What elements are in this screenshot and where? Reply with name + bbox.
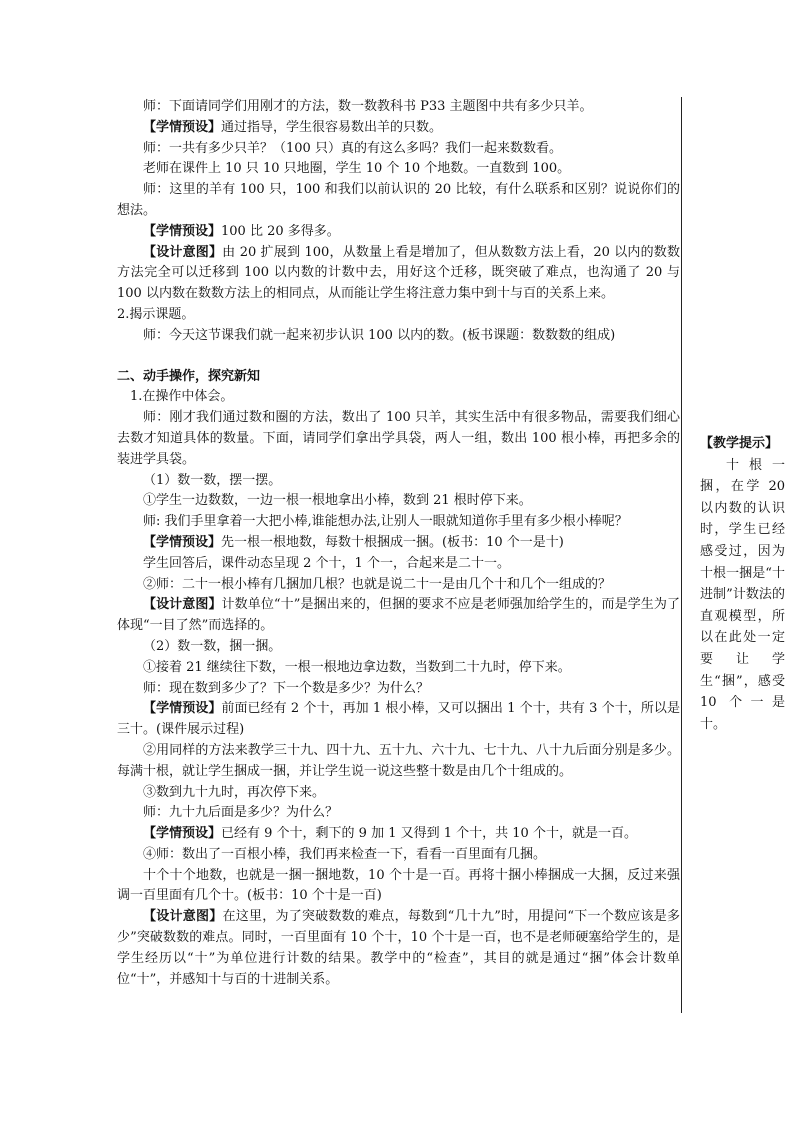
paragraph: ④师：数出了一百根小棒，我们再来检查一下，看看一百里面有几捆。	[143, 846, 547, 862]
paragraph: ②用同样的方法来教学三十九、四十九、五十九、六十九、七十九、八十九后面分别是多少。每满十根，就让学生捆成一捆，并让学生说一说这些整十数是由几个十组成的。	[117, 742, 680, 779]
tag-label: 【设计意图】	[143, 909, 223, 925]
paragraph: 师：今天这节课我们就一起来初步认识 100 以内的数。(板书课题：数数数的组成)	[143, 327, 616, 343]
tag-label: 【学情预设】	[143, 826, 222, 842]
paragraph	[117, 907, 680, 990]
tag-label: 【学情预设】	[143, 534, 222, 550]
main-content	[117, 97, 680, 990]
paragraph: 老师在课件上 10 只 10 只地圈，学生 10 个 10 个地数。一直数到 100。	[143, 161, 571, 177]
paragraph	[117, 595, 680, 637]
paragraph	[117, 699, 680, 741]
paragraph	[117, 243, 680, 305]
paragraph-text: 已经有 9 个十，剩下的 9 加 1 又得到 1 个十，共 10 个十，就是一百。	[221, 826, 637, 842]
sidebar-title: 【教学提示】	[700, 436, 779, 451]
paragraph: ①接着 21 继续往下数，一根一根地边拿边数，当数到二十九时，停下来。	[143, 659, 571, 675]
paragraph: 师：下面请同学们用刚才的方法，数一数教科书 P33 主题图中共有多少只羊。	[143, 99, 593, 114]
paragraph: （1）数一数，摆一摆。	[143, 472, 282, 488]
paragraph: 师: 我们手里拿着一大把小棒,谁能想办法,让别人一眼就知道你手里有多少根小棒呢？	[143, 514, 628, 530]
paragraph: 2.揭示课题。	[117, 306, 195, 322]
paragraph-text: 在这里，为了突破数数的难点，每数到“几十九”时，用提问“下一个数应该是多少”突破数数的难点。同时，一百里面有 10 个十，10 个十是一百，也不是老师硬塞给学生的，是学生经历以“十”为单位进行计数的结果。教学中的“检查”，其目的就是通过“捆”体会计数单位“十”，并感知十与百的十进制关系。	[117, 909, 680, 987]
tag-label: 【设计意图】	[143, 597, 222, 613]
paragraph: 十个十个地数，也就是一捆一捆地数，10 个十是一百。再将十捆小棒捆成一大捆，反过来强调一百里面有几个十。(板书：10 个十是一百)	[117, 867, 680, 904]
paragraph-text: 由 20 扩展到 100，从数量上看是增加了，但从数数方法上看，20 以内的数数方法完全可以迁移到 100 以内数的计数中去，用好这个迁移，既突破了难点，也沟通了 20 与 100 以内数在数数方法上的相同点，从而能让学生将注意力集中到十与百的关系上来。	[117, 244, 680, 302]
paragraph: （2）数一数，捆一捆。	[143, 638, 282, 654]
paragraph-text: 计数单位“十”是捆出来的，但捆的要求不应是老师强加给学生的，而是学生为了体现“一目了然”而选择的。	[117, 597, 680, 634]
paragraph: ②师：二十一根小棒有几捆加几根？也就是说二十一是由几个十和几个一组成的？	[143, 576, 612, 592]
paragraph: ③数到九十九时，再次停下来。	[143, 784, 326, 800]
paragraph	[117, 824, 680, 845]
tag-label: 【学情预设】	[143, 223, 222, 239]
paragraph: 师：刚才我们通过数和圈的方法，数出了 100 只羊，其实生活中有很多物品，需要我们细心去数才知道具体的数量。下面，请同学们拿出学具袋，两人一组，数出 100 根小棒，再把多余的装进学具袋。	[117, 410, 680, 467]
paragraph: 学生回答后，课件动态呈现 2 个十，1 个一，合起来是二十一。	[143, 555, 510, 571]
paragraph: 师：一共有多少只羊？（100 只）真的有这么多吗？我们一起来数数看。	[143, 140, 562, 156]
tag-label: 【学情预设】	[143, 119, 222, 135]
section-heading: 二、动手操作，探究新知	[117, 368, 261, 384]
paragraph	[117, 118, 680, 139]
paragraph-text: 先一根一根地数，每数十根捆成一捆。(板书：10 个一是十)	[221, 534, 564, 550]
paragraph-text: 100 比 20 多得多。	[221, 223, 340, 239]
tag-label: 【设计意图】	[143, 244, 223, 260]
paragraph	[117, 533, 680, 554]
tag-label: 【学情预设】	[143, 701, 222, 717]
paragraph: 1.在操作中体会。	[130, 389, 234, 405]
paragraph: ①学生一边数数，一边一根一根地拿出小棒，数到 21 根时停下来。	[143, 493, 532, 509]
paragraph-text: 通过指导，学生很容易数出羊的只数。	[221, 119, 443, 135]
paragraph: 师：九十九后面是多少？为什么？	[143, 805, 339, 821]
paragraph: 师：这里的羊有 100 只，100 和我们以前认识的 20 比较，有什么联系和区别？说说你们的想法。	[117, 182, 680, 218]
paragraph-text: 前面已经有 2 个十，再加 1 根小棒，又可以捆出 1 个十，共有 3 个十，所以是三十。(课件展示过程)	[117, 701, 680, 738]
paragraph	[117, 222, 680, 243]
column-divider	[681, 97, 682, 1013]
sidebar-body: 十根一捆，在学 20 以内数的认识时，学生已经感受过，因为十根一捆是“十进制”计数法的直观模型，所以在此处一定要让学生“捆”，感受 10 个一是十。	[700, 457, 785, 732]
paragraph: 师：现在数到多少了？下一个数是多少？为什么？	[143, 680, 430, 696]
teaching-tip-sidebar	[700, 433, 785, 735]
